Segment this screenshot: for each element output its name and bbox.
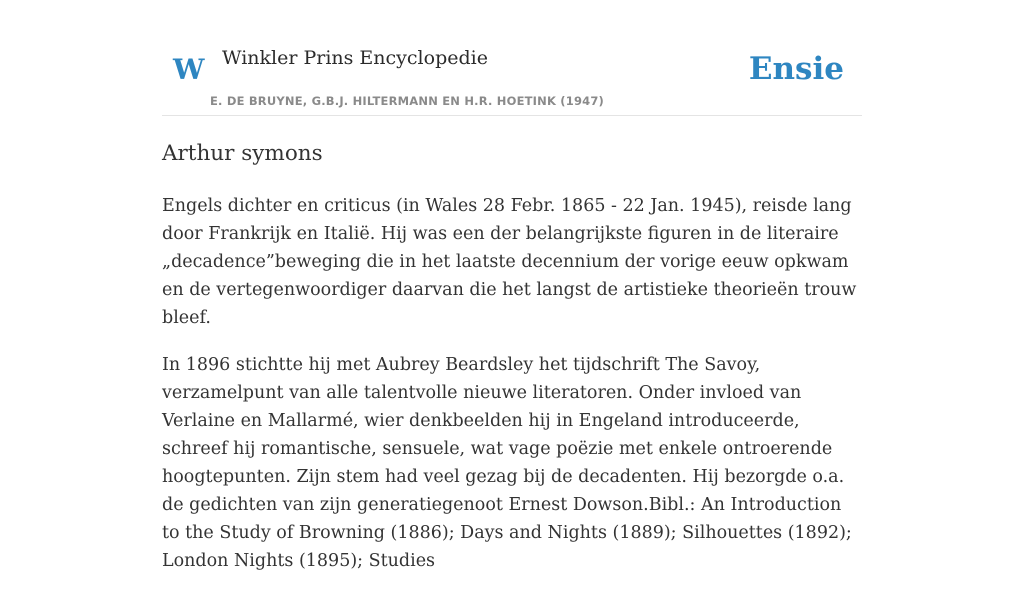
article-title: Arthur symons	[162, 141, 323, 166]
site-header	[162, 0, 862, 116]
article-paragraph: In 1896 stichtte hij met Aubrey Beardsley het tijdschrift The Savoy, verzamelpunt van alle talentvolle nieuwe literatoren. Onder invloed van Verlaine en Mallarmé, wier denkbeelden hij in Engeland introduceerde, schreef hij romantische, sensuele, wat vage poëzie met enkele ontroerende hoogtepunten. Zijn stem had veel gezag bij de decadenten. Hij bezorgde o.a. de gedichten van zijn generatiegenoot Ernest Dowson.Bibl.: An Introduction to the Study of Browning (1886); Days and Nights (1889); Silhouettes (1892); London Nights (1895); Studies	[162, 355, 852, 571]
article-paragraph: Engels dichter en criticus (in Wales 28 Febr. 1865 - 22 Jan. 1945), reisde lang door Frankrijk en Italië. Hij was een der belangrijkste figuren in de literaire „decadence”beweging die in het laatste decennium der vorige eeuw opkwam en de vertegenwoordiger daarvan die het langst de artistieke theorieën trouw bleef.	[162, 196, 857, 328]
article-body	[162, 192, 862, 594]
ensie-brand-logo[interactable]: Ensie	[748, 51, 844, 87]
encyclopedia-logo-icon[interactable]: W	[173, 53, 205, 86]
encyclopedia-title-link[interactable]: Winkler Prins Encyclopedie	[222, 47, 488, 69]
encyclopedia-authors: E. DE BRUYNE, G.B.J. HILTERMANN EN H.R. HOETINK (1947)	[210, 94, 605, 108]
